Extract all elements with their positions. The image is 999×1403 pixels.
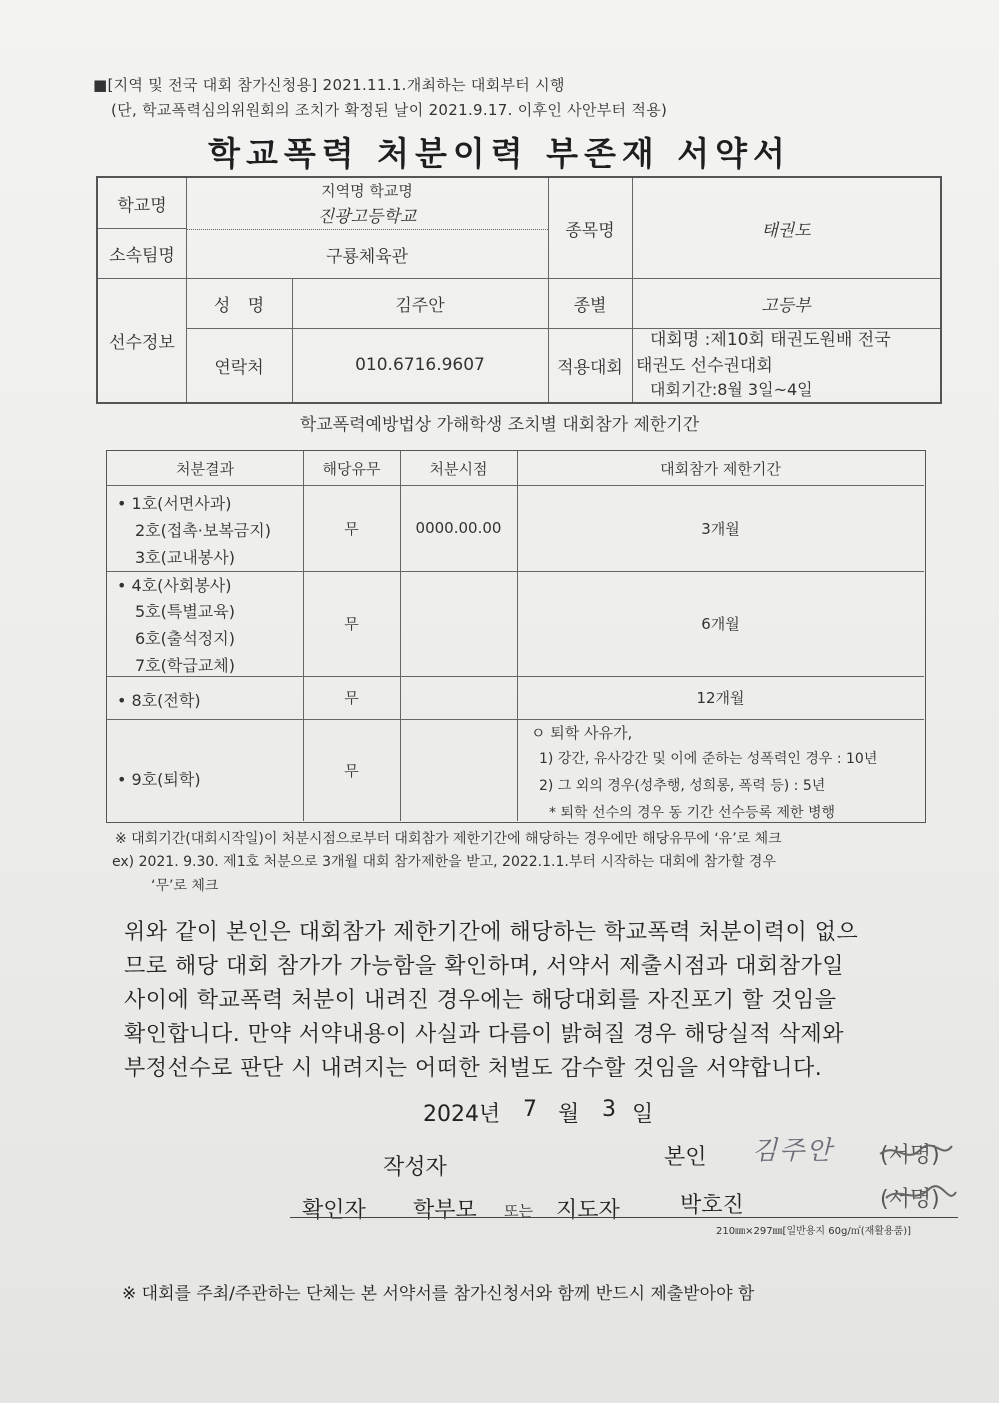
row1-period: 3개월 xyxy=(701,519,740,538)
player-info-label: 선수정보 xyxy=(109,332,175,353)
notice-line-1: ■[지역 및 전국 대회 참가신청용] 2021.11.1.개최하는 대회부터 시행 xyxy=(93,76,565,94)
row2-item-3: 6호(출석정지) xyxy=(135,629,235,648)
paper-spec: 210㎜×297㎜[일반용지 60g/㎡(재활용품)] xyxy=(716,1226,912,1237)
signature-scribble-1 xyxy=(876,1138,956,1168)
restriction-subtitle: 학교폭력예방법상 가해학생 조치별 대회참가 제한기간 xyxy=(299,415,700,435)
row1-date: 0000.00.00 xyxy=(415,519,502,537)
row3-applicable: 무 xyxy=(344,689,359,707)
team-value: 구룡체육관 xyxy=(325,246,409,267)
pledge-line-2: 므로 해당 대회 참가가 가능함을 확인하며, 서약서 제출시점과 대회참가일 xyxy=(124,954,845,979)
date-day-unit: 일 xyxy=(632,1102,654,1127)
school-region-label: 지역명 학교명 xyxy=(321,181,413,200)
pledge-line-5: 부정선수로 판단 시 내려지는 어떠한 처벌도 감수할 것임을 서약합니다. xyxy=(124,1056,823,1081)
row3-date xyxy=(400,676,517,719)
header-period: 대회참가 제한기간 xyxy=(660,459,781,478)
row4-applicable: 무 xyxy=(344,761,359,780)
pledge-line-1: 위와 같이 본인은 대회참가 제한기간에 해당하는 학교폭력 처분이력이 없으 xyxy=(124,920,859,945)
row1-item-3: 3호(교내봉사) xyxy=(135,548,235,567)
school-value: 진광고등학교 xyxy=(317,206,417,227)
notice-line-2: (단, 학교폭력심의위원회의 조치가 확정된 날이 2021.9.17. 이후인 사안부터 적용) xyxy=(111,101,668,119)
info-table xyxy=(96,176,942,404)
header-applicable: 해당유무 xyxy=(322,459,381,478)
coach-label: 지도자 xyxy=(556,1198,620,1223)
row2-item-2: 5호(특별교육) xyxy=(135,602,235,621)
competition-label: 적용대회 xyxy=(557,357,623,378)
contact-label: 연락처 xyxy=(214,357,264,378)
division-value: 고등부 xyxy=(761,295,811,316)
row1-item-1: • 1호(서면사과) xyxy=(117,494,232,513)
self-label: 본인 xyxy=(664,1145,707,1170)
signature-scribble-2 xyxy=(880,1180,960,1210)
date-year: 2024년 xyxy=(423,1102,501,1127)
team-label: 소속팀명 xyxy=(109,245,175,266)
row4-period-line-3: 2) 그 외의 경우(성추행, 성희롱, 폭력 등) : 5년 xyxy=(539,778,826,794)
name-value: 김주안 xyxy=(395,295,445,316)
event-label: 종목명 xyxy=(565,220,615,241)
contact-value: 010.6716.9607 xyxy=(355,355,485,375)
pledge-line-4: 확인합니다. 만약 서약내용이 사실과 다름이 밝혀질 경우 해당실적 삭제와 xyxy=(124,1022,845,1047)
competition-line-1: 대회명 :제10회 태권도원배 전국 xyxy=(650,330,891,350)
row1-applicable: 무 xyxy=(344,519,359,538)
date-month: 7 xyxy=(523,1097,537,1122)
event-value: 태권도 xyxy=(761,220,811,241)
restriction-table xyxy=(106,450,926,823)
competition-line-2: 태권도 선수권대회 xyxy=(636,356,773,376)
school-label: 학교명 xyxy=(117,195,167,216)
sign-label-1: (서명) xyxy=(880,1143,940,1168)
note-1: ※ 대회기간(대회시작일)이 처분시점으로부터 대회참가 제한기간에 해당하는 경우에만 해당유무에 ‘유’로 체크 xyxy=(115,831,782,847)
writer-label: 작성자 xyxy=(383,1155,447,1180)
date-day: 3 xyxy=(602,1097,616,1122)
row4-period-line-4: * 퇴학 선수의 경우 동 기간 선수등록 제한 병행 xyxy=(549,805,836,821)
row4-period-line-1: ㅇ 퇴학 사유가, xyxy=(531,724,633,742)
row2-item-1: • 4호(사회봉사) xyxy=(117,576,232,595)
row2-item-4: 7호(학급교체) xyxy=(135,656,235,675)
row2-period: 6개월 xyxy=(701,615,740,633)
division-label: 종별 xyxy=(573,295,607,316)
coach-name: 박호진 xyxy=(680,1193,744,1218)
date-month-unit: 월 xyxy=(558,1102,580,1127)
row1-item-2: 2호(접촉·보복금지) xyxy=(135,521,271,540)
row3-item-1: • 8호(전학) xyxy=(117,691,201,710)
parent-label: 학부모 xyxy=(413,1198,477,1223)
row2-applicable: 무 xyxy=(344,615,359,633)
row4-period-line-2: 1) 강간, 유사강간 및 이에 준하는 성폭력인 경우 : 10년 xyxy=(539,751,878,767)
name-label: 성 명 xyxy=(213,295,265,316)
row2-date xyxy=(400,571,517,676)
competition-line-3: 대회기간:8월 3일~4일 xyxy=(650,380,813,399)
header-result: 처분결과 xyxy=(176,459,234,478)
note-3: ‘무’로 체크 xyxy=(151,878,219,894)
sign-label-2: (서명) xyxy=(880,1187,940,1212)
confirm-label: 확인자 xyxy=(302,1198,366,1223)
footer-note: ※ 대회를 주최/주관하는 단체는 본 서약서를 참가신청서와 함께 반드시 제출받아야 함 xyxy=(122,1284,755,1304)
self-signature: 김주안 xyxy=(752,1136,834,1166)
document-title: 학교폭력 처분이력 부존재 서약서 xyxy=(208,134,791,173)
row3-period: 12개월 xyxy=(696,689,745,707)
pledge-line-3: 사이에 학교폭력 처분이 내려진 경우에는 해당대회를 자진포기 할 것임을 xyxy=(124,988,837,1013)
header-date: 처분시점 xyxy=(429,459,488,478)
row4-date xyxy=(400,719,517,821)
or-label: 또는 xyxy=(504,1202,533,1220)
note-2: ex) 2021. 9.30. 제1호 처분으로 3개월 대회 참가제한을 받고, 2022.1.1.부터 시작하는 대회에 참가할 경우 xyxy=(112,854,776,870)
row4-item-1: • 9호(퇴학) xyxy=(117,770,201,789)
